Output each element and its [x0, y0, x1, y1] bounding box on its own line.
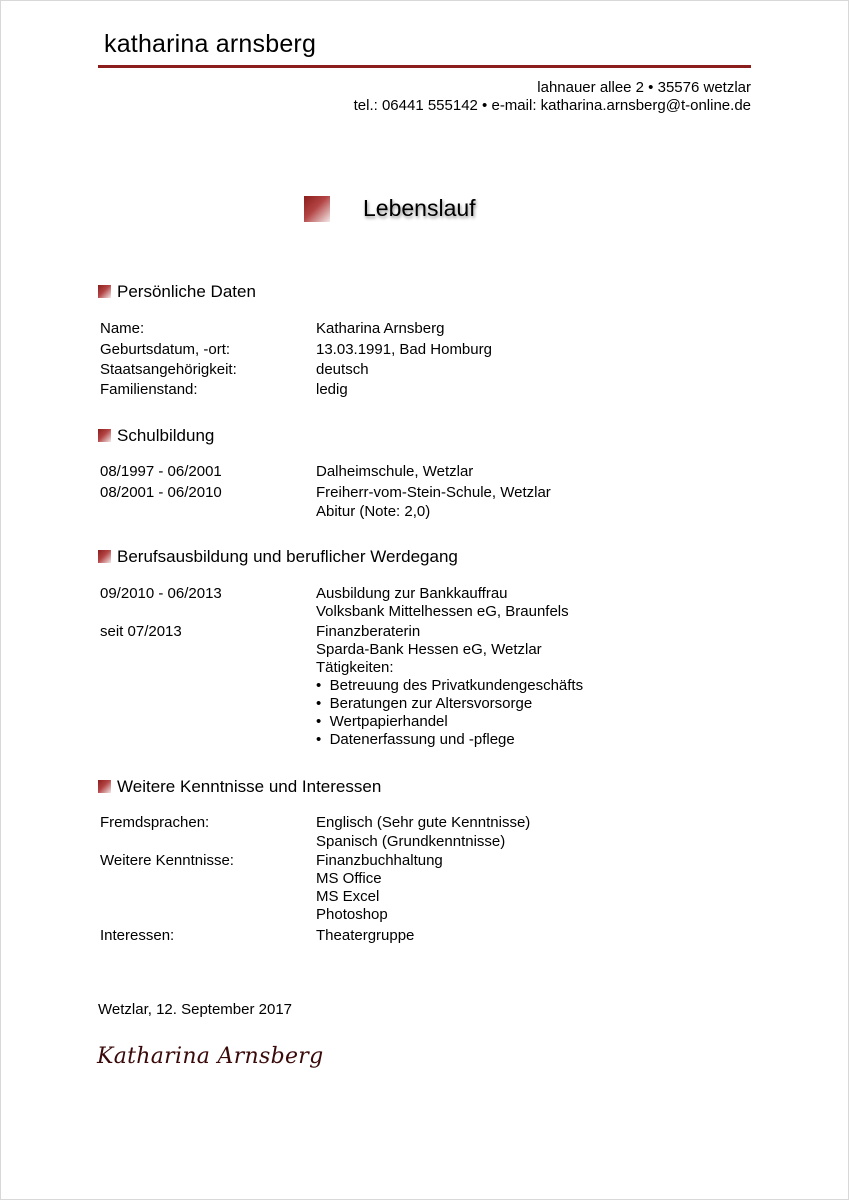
section-title: Persönliche Daten	[117, 282, 256, 301]
section-square-icon	[98, 780, 111, 793]
section-square-icon	[98, 285, 111, 298]
task-item: • Beratungen zur Altersvorsorge	[316, 695, 533, 712]
language-item: Englisch (Sehr gute Kenntnisse)	[316, 814, 531, 831]
skill-item: Photoshop	[316, 906, 388, 923]
section-title: Schulbildung	[117, 426, 215, 445]
personal-label: Staatsangehörigkeit:	[100, 361, 237, 378]
career-entry-detail: Volksbank Mittelhessen eG, Braunfels	[316, 603, 569, 620]
language-item: Spanisch (Grundkenntnisse)	[316, 833, 506, 850]
address-line: lahnauer allee 2 • 35576 wetzlar	[537, 79, 751, 96]
other-skills-label: Weitere Kenntnisse:	[100, 852, 234, 869]
skill-item: Finanzbuchhaltung	[316, 852, 443, 869]
header-divider	[98, 65, 751, 68]
handwritten-signature: Katharina Arnsberg	[97, 1044, 324, 1069]
school-period: 08/1997 - 06/2001	[100, 463, 222, 480]
task-text: Betreuung des Privatkundengeschäfts	[329, 677, 584, 694]
section-title: Weitere Kenntnisse und Interessen	[117, 777, 382, 796]
career-period: 09/2010 - 06/2013	[100, 585, 222, 602]
school-entry: Freiherr-vom-Stein-Schule, Wetzlar	[316, 484, 551, 501]
title-square-icon	[304, 196, 330, 222]
personal-label: Familienstand:	[100, 381, 198, 398]
career-entry: Finanzberaterin	[316, 623, 421, 640]
document-title: Lebenslauf	[363, 195, 476, 221]
personal-label: Geburtsdatum, -ort:	[100, 341, 231, 358]
task-item: • Datenerfassung und -pflege	[316, 731, 515, 748]
section-title: Berufsausbildung und beruflicher Werdegang	[117, 547, 458, 566]
personal-label: Name:	[100, 320, 145, 337]
contact-block	[354, 79, 751, 115]
skill-item: MS Excel	[316, 888, 380, 905]
career-entry: Ausbildung zur Bankkauffrau	[316, 585, 508, 602]
applicant-name-header: katharina arnsberg	[104, 30, 317, 58]
section-heading-career	[98, 547, 458, 567]
career-period: seit 07/2013	[100, 623, 182, 640]
section-heading-personal	[98, 282, 256, 302]
personal-value: Katharina Arnsberg	[316, 320, 445, 337]
skill-item: MS Office	[316, 870, 382, 887]
school-period: 08/2001 - 06/2010	[100, 484, 222, 501]
personal-value: ledig	[316, 381, 348, 398]
section-heading-skills	[98, 777, 381, 797]
interests-label: Interessen:	[100, 927, 175, 944]
school-entry: Dalheimschule, Wetzlar	[316, 463, 474, 480]
contact-line: tel.: 06441 555142 • e-mail: katharina.arnsberg@t-online.de	[353, 97, 751, 114]
career-entry-detail: Sparda-Bank Hessen eG, Wetzlar	[316, 641, 542, 658]
section-heading-school	[98, 426, 214, 446]
section-square-icon	[98, 429, 111, 442]
task-text: Beratungen zur Altersvorsorge	[329, 695, 533, 712]
task-item: • Betreuung des Privatkundengeschäfts	[316, 677, 584, 694]
personal-value: 13.03.1991, Bad Homburg	[316, 341, 492, 358]
languages-label: Fremdsprachen:	[100, 814, 210, 831]
school-entry-detail: Abitur (Note: 2,0)	[316, 503, 431, 520]
interests-value: Theatergruppe	[316, 927, 415, 944]
section-square-icon	[98, 550, 111, 563]
task-text: Datenerfassung und -pflege	[329, 731, 515, 748]
career-tasks-label: Tätigkeiten:	[316, 659, 394, 676]
task-text: Wertpapierhandel	[329, 713, 448, 730]
personal-value: deutsch	[316, 361, 369, 378]
place-and-date: Wetzlar, 12. September 2017	[98, 1001, 293, 1018]
task-item: • Wertpapierhandel	[316, 713, 448, 730]
